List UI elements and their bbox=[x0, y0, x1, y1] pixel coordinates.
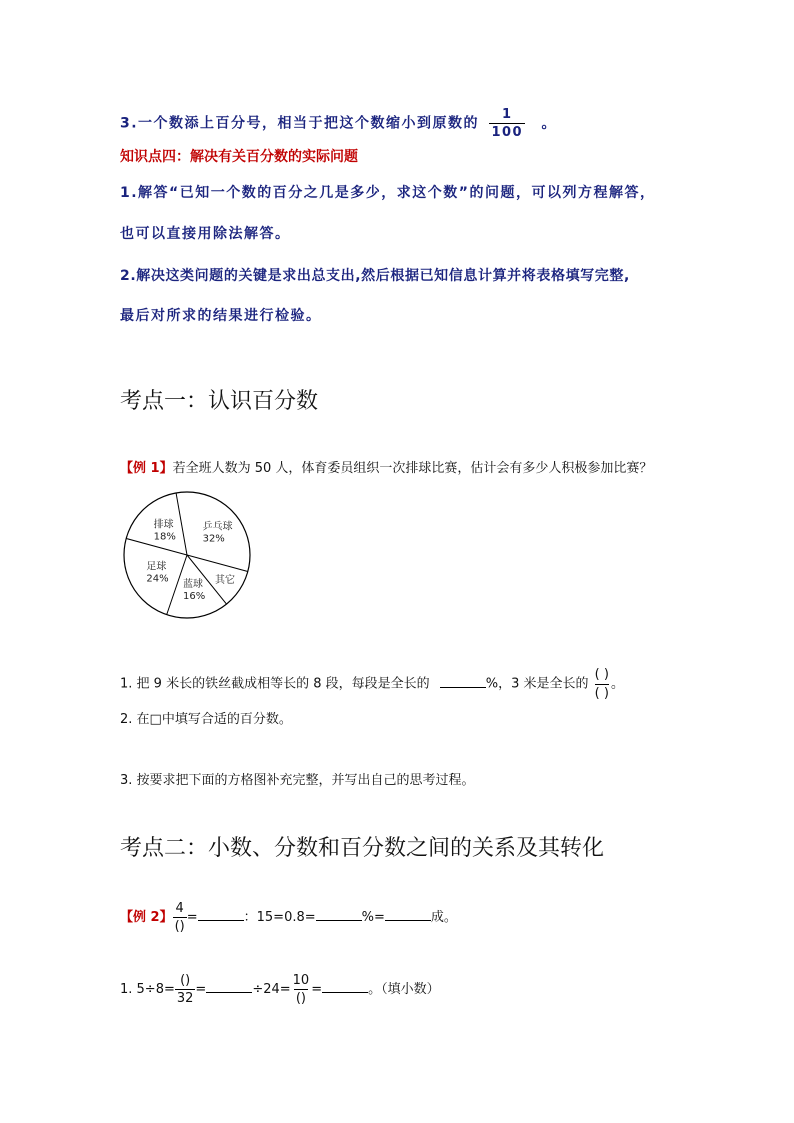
ep2-q1-frac1-den: 32 bbox=[176, 991, 194, 1006]
ep2-q1-frac2-num: 10 bbox=[292, 973, 310, 988]
example2-tag: 【例 2】 bbox=[120, 910, 173, 925]
section4-title: 知识点四：解决有关百分数的实际问题 bbox=[120, 149, 358, 165]
ex2-eq: = bbox=[186, 910, 198, 925]
ep2-q1-eq2: = bbox=[311, 982, 323, 997]
pie-slice-percent: 24% bbox=[146, 573, 169, 585]
ex2-blank-2[interactable] bbox=[316, 906, 362, 921]
paragraph2-line2: 最后对所求的结果进行检验。 bbox=[120, 308, 322, 324]
exam-point1-heading: 考点一：认识百分数 bbox=[120, 389, 319, 414]
paragraph2-line1: 2.解决这类问题的关键是求出总支出,然后根据已知信息计算并将表格填写完整, bbox=[120, 268, 630, 284]
q1-mid: %，3 米是全长的 bbox=[485, 676, 589, 692]
ep1-question3: 3. 按要求把下面的方格图补充完整，并写出自己的思考过程。 bbox=[120, 773, 475, 788]
paragraph1-line2: 也可以直接用除法解答。 bbox=[120, 226, 291, 242]
point3-tail: 。 bbox=[541, 115, 557, 132]
q1-blank-percent[interactable] bbox=[440, 673, 486, 688]
ex2-blank-3[interactable] bbox=[385, 906, 431, 921]
ex2-blank-1[interactable] bbox=[198, 906, 244, 921]
pie-slice-name: 乒乓球 bbox=[202, 521, 233, 533]
q1-fraction-bar bbox=[595, 684, 609, 685]
fraction-one-hundredth bbox=[489, 108, 525, 139]
fraction-denominator: 100 bbox=[491, 125, 524, 140]
ep2-q1-fraction2 bbox=[291, 974, 312, 1005]
ep2-question1 bbox=[120, 974, 440, 1005]
ep1-question2: 2. 在□中填写合适的百分数。 bbox=[120, 712, 292, 727]
example1 bbox=[120, 457, 652, 476]
ep2-q1-frac2-den: () bbox=[295, 991, 306, 1006]
ep2-q1-prefix: 1. 5÷8= bbox=[120, 982, 175, 997]
ex2-fraction bbox=[173, 902, 187, 933]
ex2-part2: ：15=0.8= bbox=[243, 910, 316, 925]
ep2-q1-frac1-num: () bbox=[180, 973, 191, 988]
q1-prefix: 1. 把 9 米长的铁丝截成相等长的 8 段，每段是全长的 bbox=[120, 676, 430, 692]
pie-slice-name: 蓝球 bbox=[183, 579, 204, 591]
ep2-q1-div: ÷24= bbox=[252, 982, 291, 997]
exam-point2-heading: 考点二：小数、分数和百分数之间的关系及其转化 bbox=[120, 836, 605, 861]
example1-text: 若全班人数为 50 人，体育委员组织一次排球比赛，估计会有多少人积极参加比赛？ bbox=[172, 461, 653, 476]
example1-tag: 【例 1】 bbox=[120, 461, 173, 476]
ex2-part3: %= bbox=[361, 910, 385, 925]
point3-text: 3.一个数添上百分号，相当于把这个数缩小到原数的 bbox=[120, 115, 480, 132]
ex2-frac-num: 4 bbox=[175, 901, 184, 916]
q1-fraction-top: ( ) bbox=[594, 667, 609, 682]
q1-fraction-bottom: ( ) bbox=[594, 685, 609, 701]
pie-slice-percent: 18% bbox=[153, 531, 176, 543]
ep2-q1-eq1: = bbox=[195, 982, 207, 997]
example2 bbox=[120, 902, 457, 933]
q1-tail: 。 bbox=[610, 676, 624, 692]
pie-slice-name: 其它 bbox=[214, 574, 235, 586]
paragraph1-line1: 1.解答“已知一个数的百分之几是多少，求这个数”的问题，可以列方程解答， bbox=[120, 185, 656, 201]
ep2-q1-blank-2[interactable] bbox=[322, 978, 368, 993]
ex2-part4: 成。 bbox=[430, 910, 457, 925]
pie-slice-percent: 16% bbox=[183, 591, 206, 603]
pie-chart bbox=[120, 488, 254, 622]
knowledge-point-3 bbox=[120, 108, 557, 139]
ex2-frac-den: () bbox=[174, 919, 185, 934]
ep2-q1-fraction1 bbox=[175, 974, 196, 1005]
pie-slice-name: 足球 bbox=[146, 561, 167, 573]
pie-slice-percent: 32% bbox=[202, 533, 225, 545]
pie-slice-name: 排球 bbox=[153, 519, 174, 531]
ep2-q1-blank-1[interactable] bbox=[206, 978, 252, 993]
fraction-numerator: 1 bbox=[501, 107, 513, 122]
ep2-q1-tail: 。（填小数） bbox=[368, 982, 440, 997]
q1-fraction-blank[interactable] bbox=[595, 668, 609, 700]
ep1-question1 bbox=[120, 668, 624, 700]
